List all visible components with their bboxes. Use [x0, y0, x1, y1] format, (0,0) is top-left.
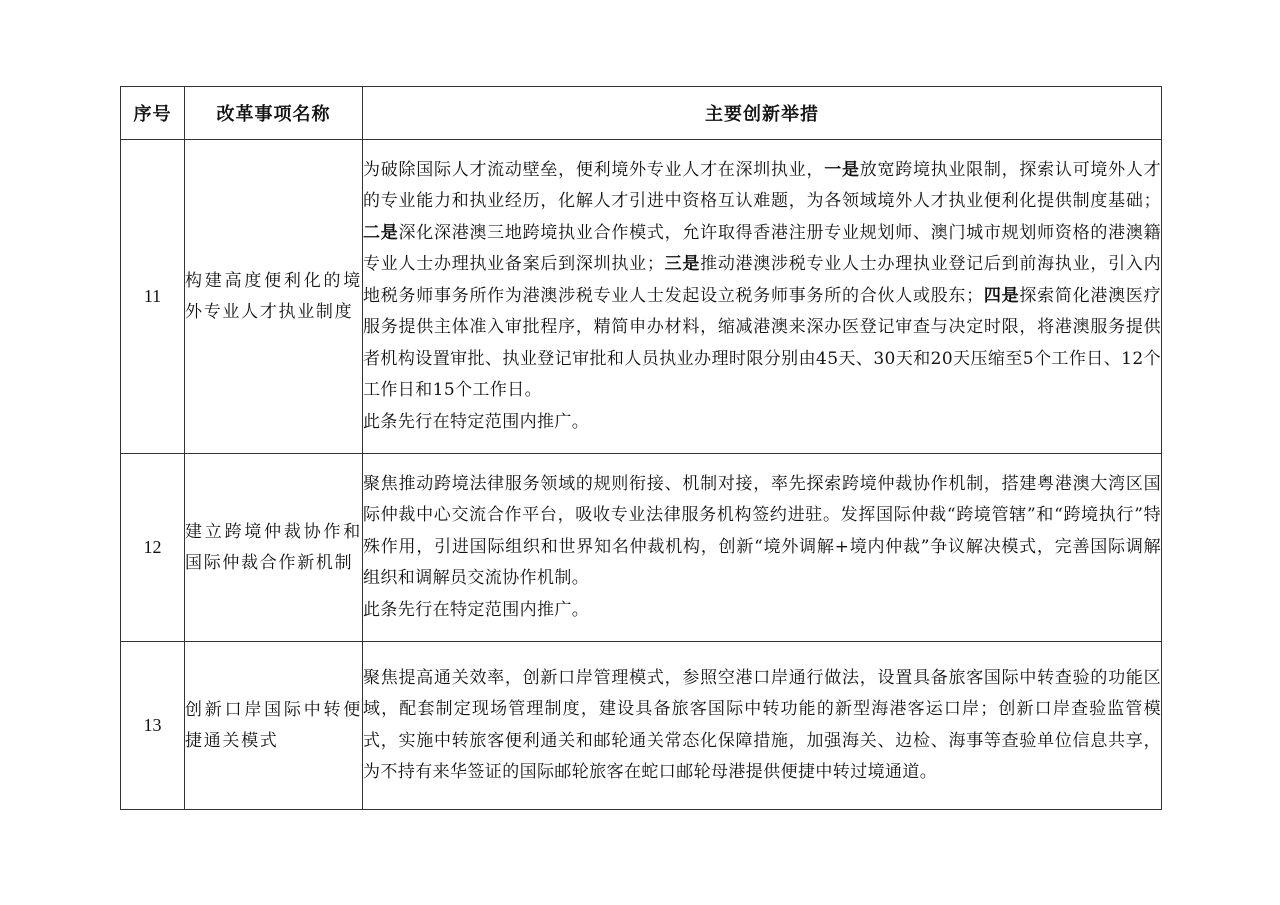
table-row	[121, 642, 1162, 810]
measure-marker-4: 四是	[983, 285, 1020, 306]
table-row	[121, 140, 1162, 454]
row-number: 11	[121, 140, 185, 454]
measures-intro: 为破除国际人才流动壁垒，便利境外专业人才在深圳执业，	[363, 159, 825, 180]
scope-note: 此条先行在特定范围内推广。	[363, 411, 590, 432]
scope-note: 此条先行在特定范围内推广。	[363, 599, 590, 620]
header-measures: 主要创新举措	[363, 87, 1162, 140]
table-body	[121, 140, 1162, 810]
table-row	[121, 454, 1162, 642]
measures-text: 聚焦提高通关效率，创新口岸管理模式，参照空港口岸通行做法，设置具备旅客国际中转查验的功能区域，配套制定现场管理制度，建设具备旅客国际中转功能的新型海港客运口岸；创新口岸查验监管模式，实施中转旅客便利通关和邮轮通关常态化保障措施，加强海关、边检、海事等查验单位信息共享，为不持有来华签证的国际邮轮旅客在蛇口邮轮母港提供便捷中转过境通道。	[363, 667, 1161, 782]
row-item-name: 建立跨境仲裁协作和国际仲裁合作新机制	[185, 454, 363, 642]
row-measures	[363, 454, 1162, 642]
measure-point-3: 推动港澳涉税专业人士办理执业登记后到前海执业，引入内地税务师事务所作为港澳涉税专业人士发起设立税务师事务所的合伙人或股东；	[363, 254, 1161, 306]
row-measures	[363, 140, 1162, 454]
measure-point-4: 探索简化港澳医疗服务提供主体准入审批程序，精简申办材料，缩减港澳来深办医登记审查与决定时限，将港澳服务提供者机构设置审批、执业登记审批和人员执业办理时限分别由45天、30天和20天压缩至5个工作日、12个工作日和15个工作日。	[363, 285, 1161, 401]
measure-point-1: 放宽跨境执业限制，探索认可境外人才的专业能力和执业经历，化解人才引进中资格互认难题，为各领域境外人才执业便利化提供制度基础；	[363, 159, 1161, 212]
header-number: 序号	[121, 87, 185, 140]
reform-items-table	[120, 86, 1162, 810]
row-number: 13	[121, 642, 185, 810]
table-header	[121, 87, 1162, 140]
table-header-row	[121, 87, 1162, 140]
row-item-name: 创新口岸国际中转便捷通关模式	[185, 642, 363, 810]
measure-marker-3: 三是	[664, 254, 701, 275]
measure-marker-2: 二是	[363, 222, 399, 243]
measures-text	[363, 155, 1161, 407]
row-item-name: 构建高度便利化的境外专业人才执业制度	[185, 140, 363, 454]
measure-point-2: 深化深港澳三地跨境执业合作模式，允许取得香港注册专业规划师、澳门城市规划师资格的港澳籍专业人士办理执业备案后到深圳执业；	[363, 222, 1161, 275]
row-number: 12	[121, 454, 185, 642]
header-item-name: 改革事项名称	[185, 87, 363, 140]
measures-text: 聚焦推动跨境法律服务领域的规则衔接、机制对接，率先探索跨境仲裁协作机制，搭建粤港澳大湾区国际仲裁中心交流合作平台，吸收专业法律服务机构签约进驻。发挥国际仲裁“跨境管辖”和“跨境执行”特殊作用，引进国际组织和世界知名仲裁机构，创新“境外调解+境内仲裁”争议解决模式，完善国际调解组织和调解员交流协作机制。	[363, 473, 1161, 589]
row-measures	[363, 642, 1162, 810]
measure-marker-1: 一是	[824, 159, 860, 180]
